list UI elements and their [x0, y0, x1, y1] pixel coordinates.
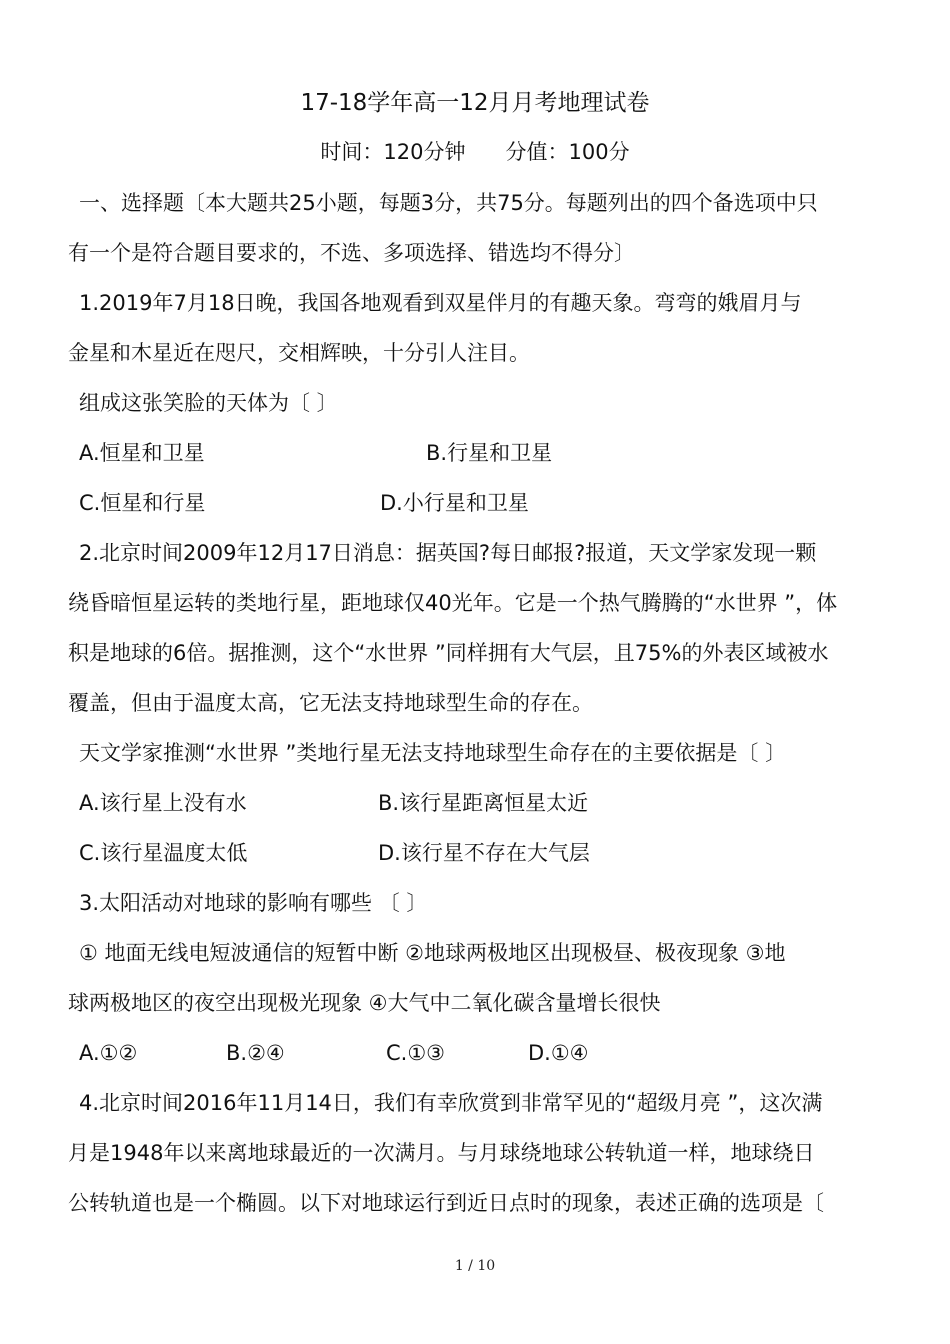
q3-items-line-1: ① 地面无线电短波通信的短暂中断 ②地球两极地区出现极昼、极夜现象 ③地	[79, 941, 786, 965]
q1-option-d: D.小行星和卫星	[380, 491, 529, 515]
q2-text-line-3: 积是地球的6倍。据推测，这个“水世界 ”同样拥有大气层，且75%的外表区域被水	[68, 641, 829, 665]
q3-option-a: A.①②	[79, 1041, 138, 1065]
q1-options-row-1	[68, 434, 883, 484]
q4-text-line-1: 4.北京时间2016年11月14日，我们有幸欣赏到非常罕见的“超级月亮 ”，这次满	[79, 1091, 823, 1115]
q2-options-row-1	[68, 784, 883, 834]
q4-text-line-3: 公转轨道也是一个椭圆。以下对地球运行到近日点时的现象，表述正确的选项是〔	[68, 1191, 824, 1215]
page-number: 1 / 10	[454, 1258, 496, 1274]
q2-option-a: A.该行星上没有水	[79, 791, 247, 815]
q2-question: 天文学家推测“水世界 ”类地行星无法支持地球型生命存在的主要依据是〔 〕	[79, 741, 787, 765]
q2-option-b: B.该行星距离恒星太近	[378, 791, 589, 815]
q1-option-b: B.行星和卫星	[426, 441, 553, 465]
q2-text-line-4: 覆盖，但由于温度太高，它无法支持地球型生命的存在。	[68, 691, 593, 715]
q1-text-line-2: 金星和木星近在咫尺，交相辉映，十分引人注目。	[68, 341, 530, 365]
q1-question: 组成这张笑脸的天体为〔 〕	[79, 391, 338, 415]
exam-title: 17-18学年高一12月月考地理试卷	[300, 90, 650, 116]
q2-text-line-2: 绕昏暗恒星运转的类地行星，距地球仅40光年。它是一个热气腾腾的“水世界 ”，体	[68, 591, 838, 615]
q1-option-c: C.恒星和行星	[79, 491, 206, 515]
exam-content	[68, 184, 883, 1234]
q3-items-line-2: 球两极地区的夜空出现极光现象 ④大气中二氧化碳含量增长很快	[68, 991, 661, 1015]
q2-option-d: D.该行星不存在大气层	[378, 841, 590, 865]
q2-option-c: C.该行星温度太低	[79, 841, 248, 865]
q1-text-line-1: 1.2019年7月18日晚，我国各地观看到双星伴月的有趣天象。弯弯的娥眉月与	[79, 291, 802, 315]
q3-question: 3.太阳活动对地球的影响有哪些 〔 〕	[79, 891, 428, 915]
q2-options-row-2	[68, 834, 883, 884]
exam-time-score: 时间：120分钟 分值：100分	[320, 140, 630, 164]
q1-options-row-2	[68, 484, 883, 534]
q2-text-line-1: 2.北京时间2009年12月17日消息：据英国?每日邮报?报道，天文学家发现一颗	[79, 541, 817, 565]
q3-options-row	[68, 1034, 883, 1084]
q3-option-c: C.①③	[386, 1041, 445, 1065]
q4-text-line-2: 月是1948年以来离地球最近的一次满月。与月球绕地球公转轨道一样，地球绕日	[68, 1141, 815, 1165]
q1-option-a: A.恒星和卫星	[79, 441, 205, 465]
section-instruction-line-1: 一、选择题〔本大题共25小题，每题3分，共75分。每题列出的四个备选项中只	[79, 191, 818, 215]
section-instruction-line-2: 有一个是符合题目要求的，不选、多项选择、错选均不得分〕	[68, 241, 635, 265]
q3-option-b: B.②④	[226, 1041, 285, 1065]
q3-option-d: D.①④	[528, 1041, 589, 1065]
